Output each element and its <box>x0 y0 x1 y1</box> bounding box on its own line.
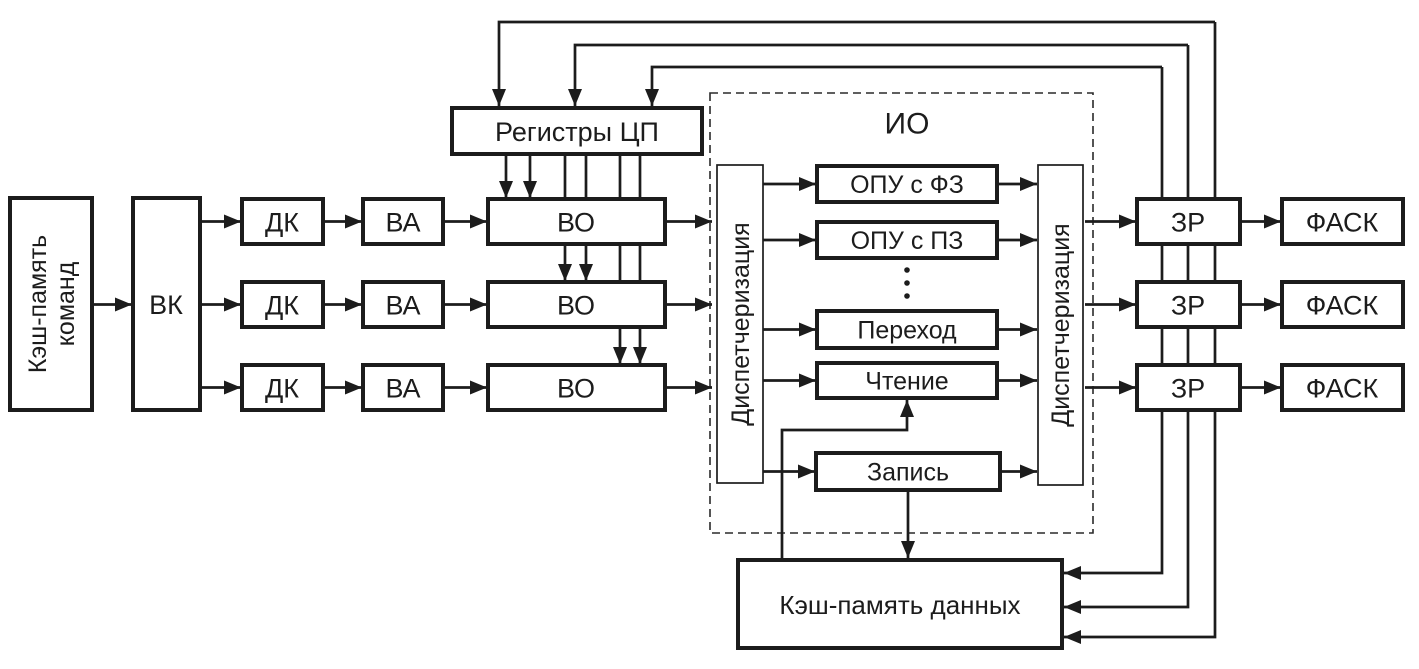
vk-label: ВК <box>149 290 183 320</box>
ellipsis-dot-1 <box>904 267 910 273</box>
opu-fz-label: ОПУ с ФЗ <box>850 171 964 199</box>
va-3-label: ВА <box>385 373 421 404</box>
write-label: Запись <box>866 458 950 487</box>
bus-c-to-registers <box>652 67 1162 106</box>
zr-2-label: ЗР <box>1170 290 1206 321</box>
dispatch-left-label-group <box>727 222 755 425</box>
fask-2-label: ФАСК <box>1305 290 1379 321</box>
vertical-ellipsis <box>904 267 910 299</box>
read-label: Чтение <box>865 367 949 396</box>
zr-3-label: ЗР <box>1170 373 1206 404</box>
vo-2-label: ВО <box>556 290 596 321</box>
zr-1-label: ЗР <box>1170 207 1206 238</box>
dk-3-label: ДК <box>264 373 300 404</box>
dispatch-right-label: Диспетчеризация <box>1047 223 1075 427</box>
ellipsis-dot-2 <box>904 280 910 286</box>
dk-1-label: ДК <box>264 207 300 238</box>
fask-1-label: ФАСК <box>1305 207 1379 238</box>
vo-3-label: ВО <box>556 373 596 404</box>
bus-a-to-data-cache <box>1064 22 1215 637</box>
instruction-cache-line1: Кэш-память <box>24 234 52 374</box>
dk-2-label: ДК <box>264 290 300 321</box>
opu-pz-label: ОПУ с ПЗ <box>850 227 964 255</box>
vo-1-label: ВО <box>556 207 596 238</box>
ellipsis-dot-3 <box>904 293 910 299</box>
va-1-label: ВА <box>385 207 421 238</box>
dispatch-left-label: Диспетчеризация <box>727 222 755 426</box>
branch-label: Переход <box>857 316 957 345</box>
va-2-label: ВА <box>385 290 421 321</box>
cpu-registers-label: Регистры ЦП <box>495 117 659 147</box>
data-cache-label: Кэш-память данных <box>779 590 1021 620</box>
instruction-cache-line2: команд <box>52 261 80 347</box>
dispatch-right-label-group <box>1047 223 1075 426</box>
io-group-label: ИО <box>884 107 930 141</box>
bus-b-to-registers <box>575 45 1188 106</box>
fask-3-label: ФАСК <box>1305 373 1379 404</box>
